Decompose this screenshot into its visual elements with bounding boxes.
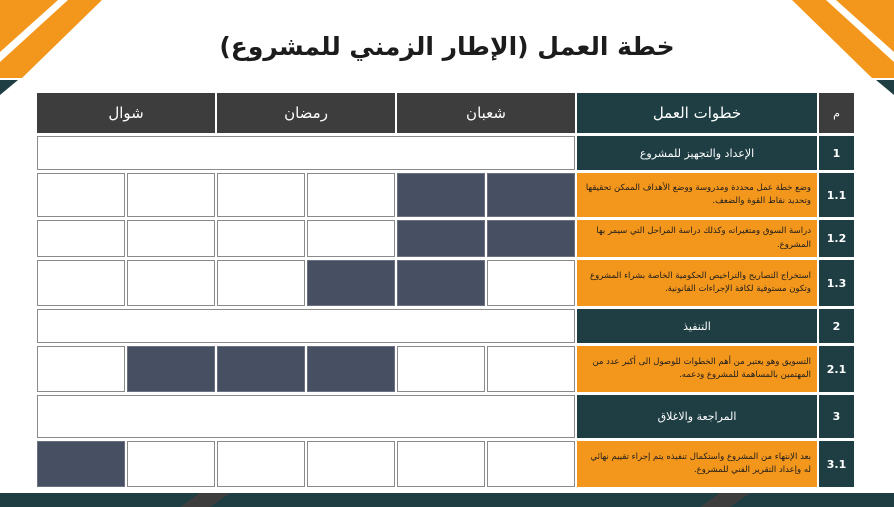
timeline-cell-empty [487,346,575,392]
timeline-cell-empty [487,441,575,487]
row-number: 2 [819,309,854,343]
timeline-cell-empty [127,173,215,217]
timeline-cell-filled [37,441,125,487]
month-header-ramadan: رمضان [217,93,395,133]
task-description: التسويق وهو يعتبر من أهم الخطوات للوصول الى أكبر عدد من المهتمين بالمساهمة للمشروع ودعمه. [577,346,817,392]
timeline-cell-filled [487,220,575,257]
row-number: 1.1 [819,173,854,217]
section-title: الإعداد والتجهيز للمشروع [577,136,817,170]
steps-header: خطوات العمل [577,93,817,133]
timeline-cell-empty [217,173,305,217]
timeline-cell-filled [307,260,395,306]
timeline-cell-empty [487,260,575,306]
section-title: التنفيذ [577,309,817,343]
task-description: دراسة السوق ومتغيراته وكذلك دراسة المراحل التي سيمر بها المشروع. [577,220,817,257]
task-description: وضع خطة عمل محددة ومدروسة ووضع الأهداف الممكن تحقيقها وتحديد نقاط القوة والضعف. [577,173,817,217]
number-header: م [819,93,854,133]
timeline-cell-empty [127,441,215,487]
timeline-cell-empty [37,173,125,217]
row-number: 1 [819,136,854,170]
section-timeline-span [37,395,575,438]
month-header-shawwal: شوال [37,93,215,133]
page-title: خطة العمل (الإطار الزمني للمشروع) [219,32,675,61]
section-title: المراجعة والاغلاق [577,395,817,438]
bottom-band-decoration [0,493,894,507]
timeline-cell-empty [217,220,305,257]
timeline-cell-filled [487,173,575,217]
timeline-cell-empty [217,441,305,487]
task-description: بعد الإنتهاء من المشروع واستكمال تنفيذه يتم إجراء تقييم نهائي له وإعداد التقرير الفني للمشروع. [577,441,817,487]
row-number: 2.1 [819,346,854,392]
timeline-cell-empty [307,441,395,487]
timeline-cell-empty [37,220,125,257]
timeline-cell-filled [397,220,485,257]
month-header-shaban: شعبان [397,93,575,133]
timeline-cell-empty [37,346,125,392]
timeline-cell-filled [397,173,485,217]
timeline-cell-filled [397,260,485,306]
timeline-cell-filled [127,346,215,392]
row-number: 1.2 [819,220,854,257]
timeline-cell-empty [307,173,395,217]
row-number: 3 [819,395,854,438]
row-number: 3.1 [819,441,854,487]
timeline-cell-empty [127,220,215,257]
timeline-cell-empty [307,220,395,257]
timeline-cell-filled [217,346,305,392]
section-timeline-span [37,136,575,170]
timeline-cell-empty [397,441,485,487]
section-timeline-span [37,309,575,343]
timeline-cell-filled [307,346,395,392]
work-plan-table [37,93,847,475]
timeline-cell-empty [37,260,125,306]
timeline-cell-empty [217,260,305,306]
timeline-cell-empty [127,260,215,306]
task-description: استخراج التصاريح والتراخيص الحكومية الخاصة بشراء المشروع وتكون مستوفية لكافة الإجراءات القانونية. [577,260,817,306]
timeline-cell-empty [397,346,485,392]
row-number: 1.3 [819,260,854,306]
